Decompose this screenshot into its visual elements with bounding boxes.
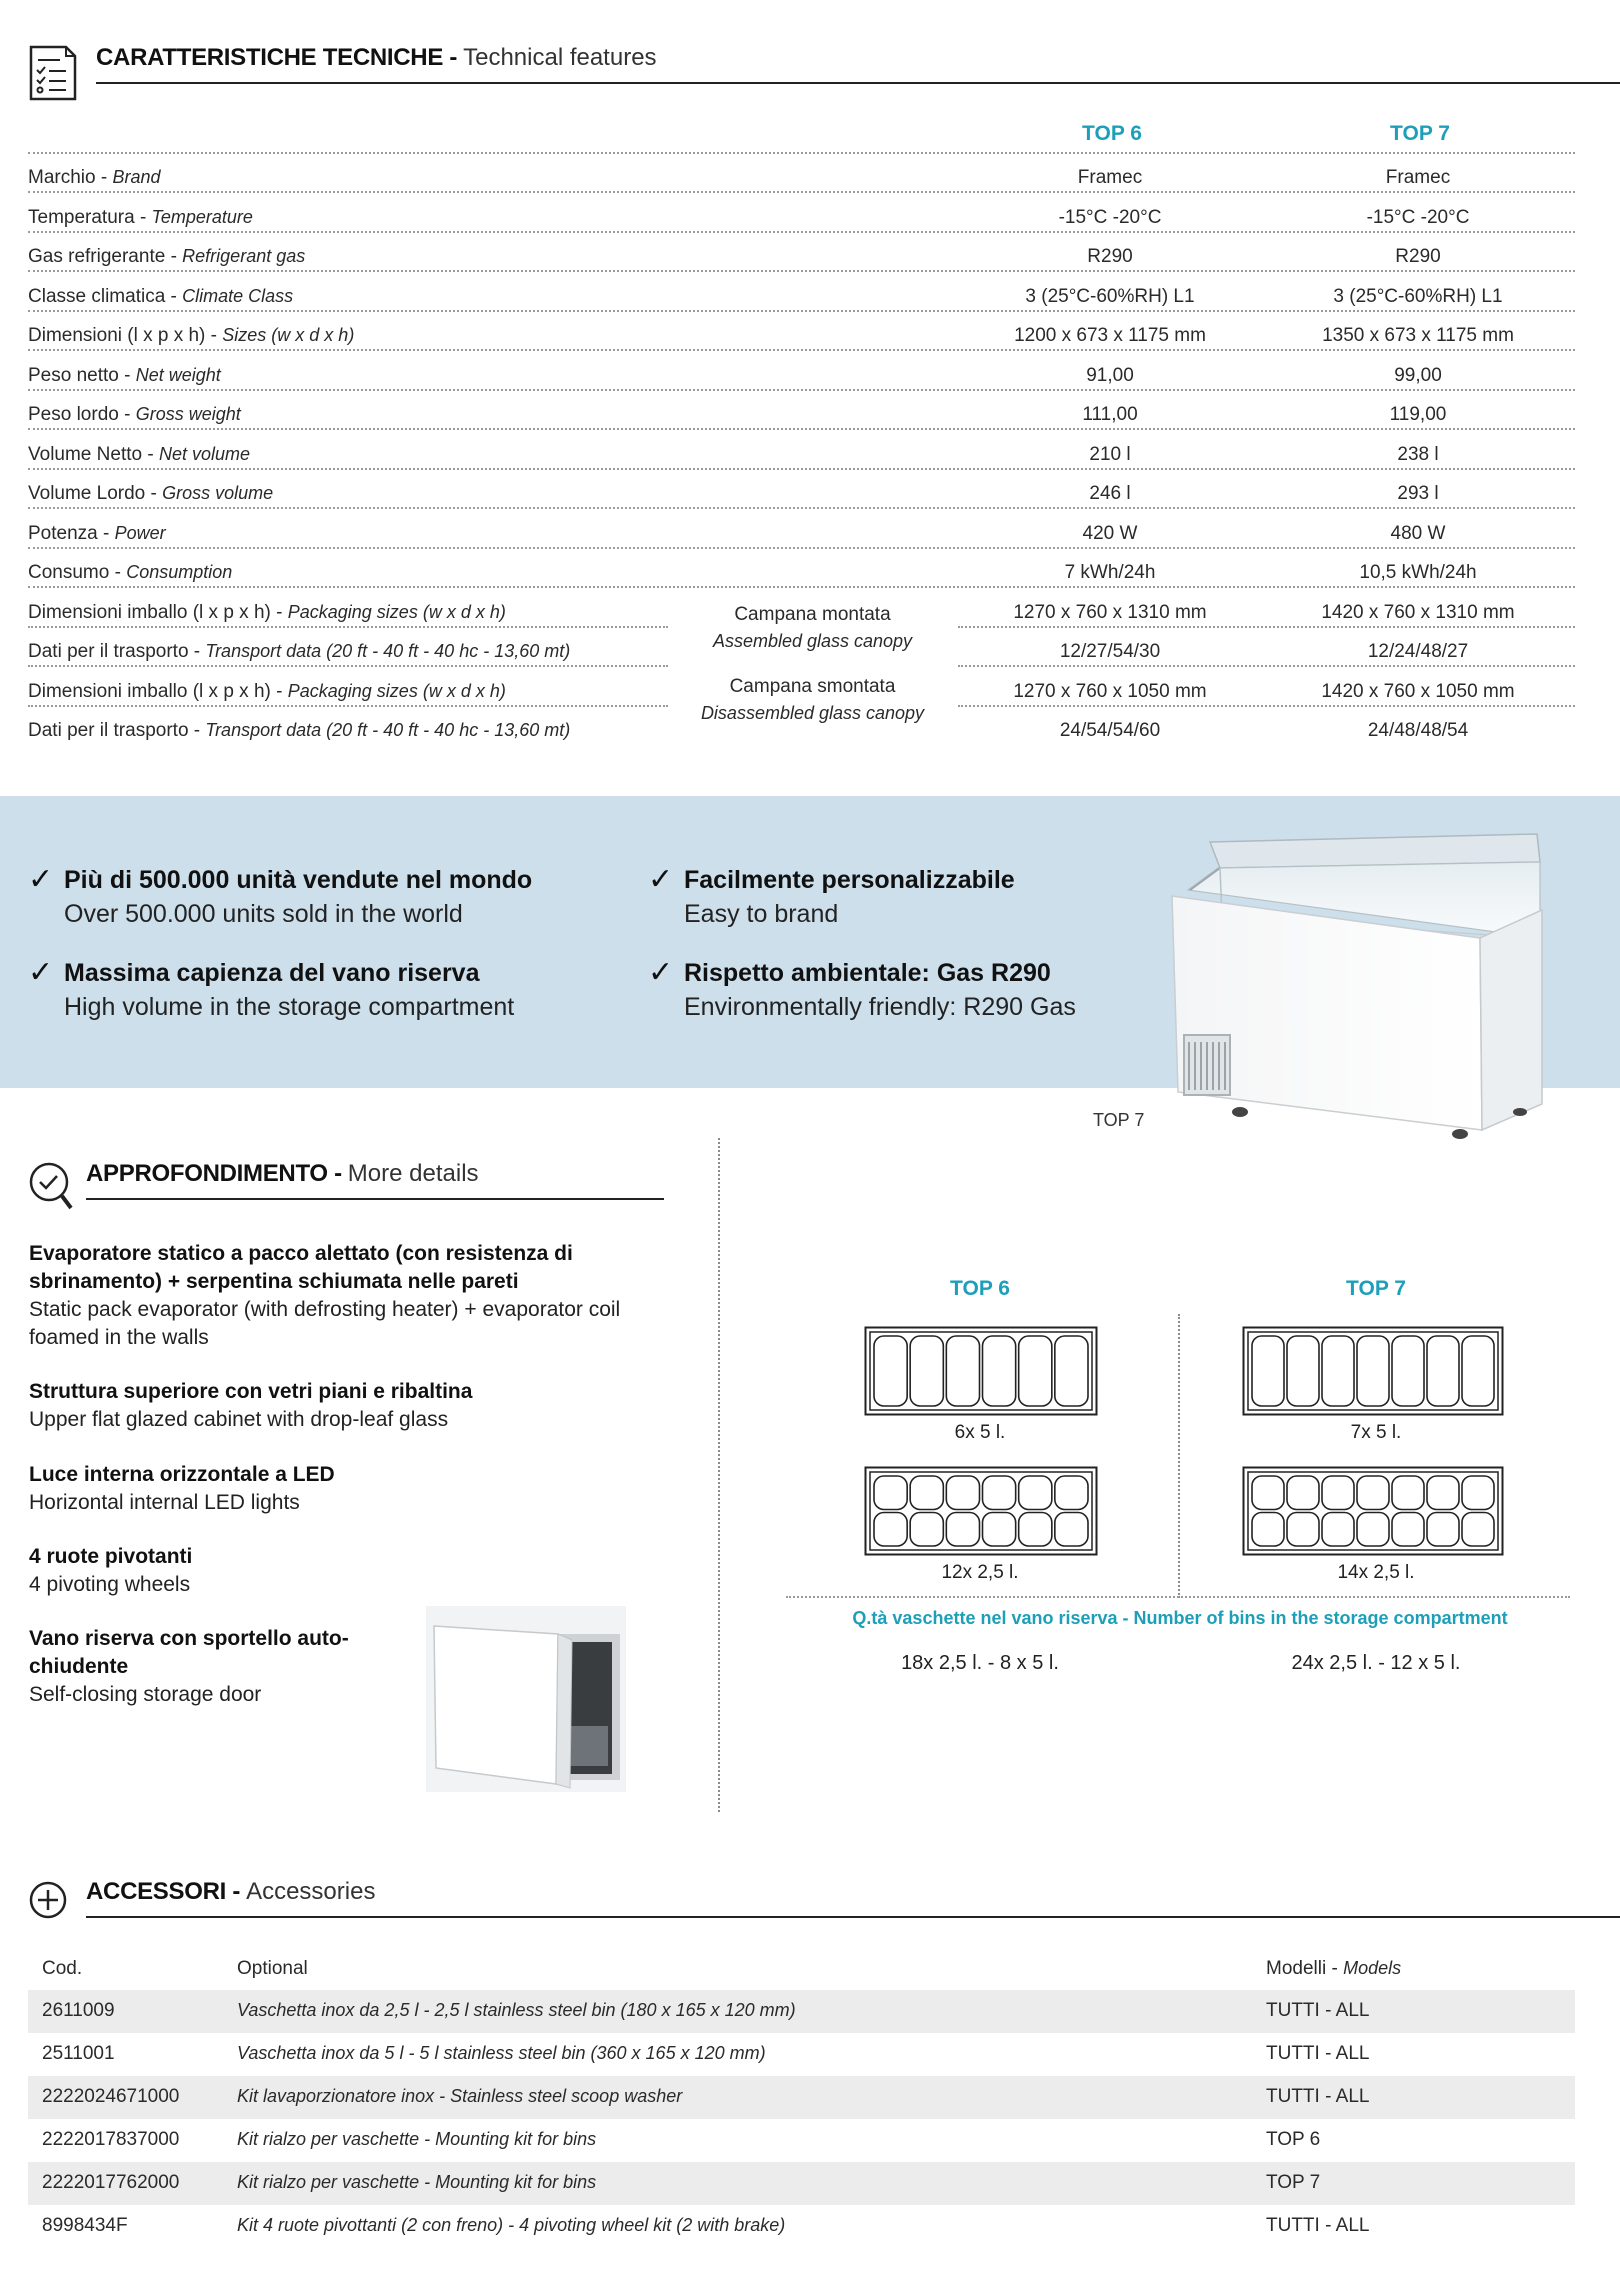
spec-value-top6: 7 kWh/24h: [1064, 562, 1156, 583]
spec-label: Peso lordo - Gross weight: [28, 404, 241, 425]
detail-door-title: Vano riserva con sportello auto-chiudente: [29, 1627, 349, 1678]
accessory-code: 2222017837000: [42, 2129, 180, 2150]
spec-label: Peso netto - Net weight: [28, 364, 221, 386]
bins-top6-title: TOP 6: [950, 1277, 1010, 1300]
bin-slot: [1357, 1513, 1389, 1547]
spec-value-top7: 1420 x 760 x 1050 mm: [1321, 680, 1515, 702]
bin-slot: [1357, 1336, 1389, 1406]
detail-led-text: Horizontal internal LED lights: [29, 1491, 300, 1514]
spec-label: Consumo - Consumption: [28, 562, 233, 583]
spec-value-top7: 24/48/48/54: [1367, 720, 1469, 741]
spec-row: [28, 470, 1575, 509]
spec-value-top7: 3 (25°C-60%RH) L1: [1333, 285, 1503, 307]
bins-top7-large-layout: [1242, 1326, 1504, 1416]
header-optional: Optional: [237, 1958, 308, 1979]
check-icon: ✓: [648, 862, 674, 897]
bin-slot: [1462, 1336, 1494, 1406]
column-header-top6: TOP 6: [1082, 122, 1142, 145]
spec-value-top6: 24/54/54/60: [1059, 720, 1161, 741]
spec-row: [28, 312, 1575, 351]
bins-divider: [1178, 1314, 1180, 1598]
details-section-title: APPROFONDIMENTO - More details: [86, 1160, 479, 1187]
bins-top6-large-caption: 6x 5 l.: [954, 1422, 1006, 1443]
bin-slot: [1019, 1336, 1052, 1406]
plus-circle-icon: [28, 1880, 68, 1920]
detail-led-title: Luce interna orizzontale a LED: [29, 1463, 335, 1486]
bin-slot: [910, 1476, 943, 1510]
accessory-code: 2222024671000: [42, 2086, 180, 2107]
spec-value-top6: 12/27/54/30: [1059, 641, 1161, 662]
accessory-models: TUTTI - ALL: [1266, 2043, 1370, 2064]
product-caption: TOP 7: [1093, 1110, 1145, 1130]
spec-value-top7: 480 W: [1390, 522, 1446, 544]
details-section-rule: [86, 1198, 664, 1200]
spec-label: Dimensioni (l x p x h) - Sizes (w x d x h): [28, 325, 355, 346]
bin-slot: [946, 1336, 979, 1406]
bin-slot: [983, 1476, 1016, 1510]
column-header-top7: TOP 7: [1390, 122, 1450, 145]
bin-slot: [1427, 1336, 1459, 1406]
bin-slot: [874, 1513, 907, 1547]
spec-value-top7: 1420 x 760 x 1310 mm: [1321, 601, 1515, 623]
spec-value-top7: 1350 x 673 x 1175 mm: [1322, 325, 1514, 346]
bin-slot: [1462, 1513, 1494, 1547]
accessories-section-rule: [86, 1916, 1620, 1918]
magnifier-check-icon: [27, 1160, 77, 1214]
details-divider: [718, 1138, 720, 1812]
bin-slot: [1392, 1336, 1424, 1406]
accessory-models: TUTTI - ALL: [1266, 2215, 1370, 2236]
spec-row: [28, 154, 1575, 193]
accessory-row: [28, 2162, 1575, 2205]
bins-top7-large-caption: 7x 5 l.: [1350, 1422, 1402, 1443]
spec-value-top7: 293 l: [1397, 483, 1439, 504]
detail-door-text: Self-closing storage door: [29, 1683, 262, 1706]
accessory-description: Kit rialzo per vaschette - Mounting kit for bins: [237, 2129, 597, 2149]
accessory-code: 8998434F: [42, 2215, 128, 2236]
spec-value-top7: 119,00: [1389, 404, 1447, 425]
bin-slot: [874, 1336, 907, 1406]
spec-value-top6: 91,00: [1086, 364, 1134, 386]
storage-top7-value: 24x 2,5 l. - 12 x 5 l.: [1291, 1652, 1461, 1674]
bin-slot: [1392, 1513, 1424, 1547]
spec-label: Gas refrigerante - Refrigerant gas: [28, 246, 306, 267]
bin-slot: [910, 1513, 943, 1547]
bin-slot: [1019, 1476, 1052, 1510]
bin-slot: [946, 1513, 979, 1547]
bins-top7-small-layout: [1242, 1466, 1504, 1556]
check-icon: ✓: [28, 862, 54, 897]
spec-row: [28, 431, 1575, 470]
bin-slot: [874, 1476, 907, 1510]
tech-section-title: CARATTERISTICHE TECNICHE - Technical features: [96, 44, 657, 71]
spec-value-top7: 10,5 kWh/24h: [1359, 562, 1477, 583]
detail-evaporator-title: Evaporatore statico a pacco alettato (con resistenza di sbrinamento) + serpentina schiumata nelle pareti: [29, 1242, 573, 1293]
spec-label: Marchio - Brand: [28, 167, 161, 188]
bins-top6-small-layout: [864, 1466, 1098, 1556]
spec-value-top6: 210 l: [1089, 443, 1131, 465]
accessory-models: TUTTI - ALL: [1266, 2086, 1370, 2107]
spec-value-top6: 3 (25°C-60%RH) L1: [1025, 285, 1195, 307]
spec-value-top7: 99,00: [1394, 364, 1442, 386]
accessories-section-title: ACCESSORI - Accessories: [86, 1878, 376, 1905]
product-image: [1160, 820, 1560, 1160]
spec-row: [28, 549, 1575, 588]
detail-wheels-title: 4 ruote pivotanti: [29, 1545, 193, 1568]
spec-value-top6: Framec: [1077, 167, 1143, 188]
bin-slot: [1287, 1476, 1319, 1510]
bin-slot: [1357, 1476, 1389, 1510]
accessory-row: [28, 1990, 1575, 2033]
detail-evaporator-text: Static pack evaporator (with defrosting heater) + evaporator coil foamed in the walls: [29, 1298, 621, 1349]
spec-label: Volume Netto - Net volume: [28, 443, 250, 465]
canopy-mounted-note: Campana montata Assembled glass canopy: [712, 604, 913, 651]
spec-value-top6: 246 l: [1089, 483, 1131, 504]
spec-value-top7: R290: [1395, 246, 1441, 267]
accessory-models: TOP 6: [1266, 2129, 1321, 2150]
bin-slot: [1427, 1476, 1459, 1510]
check-icon: ✓: [648, 955, 674, 990]
bin-slot: [1462, 1476, 1494, 1510]
spec-row: [28, 510, 1575, 549]
bin-slot: [1427, 1513, 1459, 1547]
accessory-row: [28, 2033, 1575, 2076]
bins-top6-large-layout: [864, 1326, 1098, 1416]
spec-value-top7: -15°C -20°C: [1366, 206, 1470, 228]
bins-top6-small-caption: 12x 2,5 l.: [941, 1562, 1019, 1583]
bin-slot: [1322, 1336, 1354, 1406]
spec-value-top6: -15°C -20°C: [1058, 206, 1162, 228]
bin-slot: [1252, 1513, 1284, 1547]
spec-value-top6: 420 W: [1082, 522, 1138, 544]
bin-slot: [1287, 1513, 1319, 1547]
spec-value-top7: Framec: [1385, 167, 1451, 188]
accessory-code: 2222017762000: [42, 2172, 180, 2193]
spec-label: Dimensioni imballo (l x p x h) - Packaging sizes (w x d x h): [28, 601, 506, 623]
header-code: Cod.: [42, 1958, 83, 1979]
accessory-code: 2511001: [42, 2043, 115, 2064]
canopy-unmounted-note: Campana smontata Disassembled glass canopy: [700, 676, 925, 723]
bins-top7-small-caption: 14x 2,5 l.: [1337, 1562, 1415, 1583]
bin-slot: [1392, 1476, 1424, 1510]
bin-slot: [1287, 1336, 1319, 1406]
spec-value-top6: 1200 x 673 x 1175 mm: [1014, 325, 1206, 346]
spec-value-top7: 12/24/48/27: [1367, 641, 1469, 662]
spec-row: [28, 194, 1575, 233]
spec-label: Potenza - Power: [28, 522, 166, 544]
detail-structure-text: Upper flat glazed cabinet with drop-leaf glass: [29, 1408, 449, 1431]
accessory-description: Kit 4 ruote pivottanti (2 con freno) - 4 pivoting wheel kit (2 with brake): [237, 2215, 786, 2235]
accessory-models: TUTTI - ALL: [1266, 2000, 1370, 2021]
accessory-code: 2611009: [42, 2000, 115, 2021]
bin-slot: [1055, 1476, 1088, 1510]
accessory-description: Vaschetta inox da 2,5 l - 2,5 l stainless steel bin (180 x 165 x 120 mm): [237, 2000, 796, 2020]
bin-slot: [1019, 1513, 1052, 1547]
bin-slot: [1252, 1476, 1284, 1510]
spec-row: [28, 273, 1575, 312]
bin-slot: [1322, 1476, 1354, 1510]
spec-value-top6: 1270 x 760 x 1310 mm: [1013, 601, 1207, 623]
accessory-models: TOP 7: [1266, 2172, 1321, 2193]
detail-wheels-text: 4 pivoting wheels: [29, 1573, 191, 1596]
header-models: Modelli - Models: [1266, 1958, 1402, 1979]
bin-slot: [983, 1513, 1016, 1547]
storage-bins-note: Q.tà vaschette nel vano riserva - Number of bins in the storage compartment: [852, 1608, 1508, 1628]
bin-slot: [1055, 1336, 1088, 1406]
spec-value-top6: 111,00: [1082, 404, 1138, 425]
spec-row: [28, 391, 1575, 430]
spec-label: Classe climatica - Climate Class: [28, 285, 294, 307]
accessory-row: [28, 2119, 1575, 2162]
accessory-description: Vaschetta inox da 5 l - 5 l stainless steel bin (360 x 165 x 120 mm): [237, 2043, 766, 2063]
accessory-description: Kit rialzo per vaschette - Mounting kit for bins: [237, 2172, 597, 2192]
bin-slot: [983, 1336, 1016, 1406]
accessory-description: Kit lavaporzionatore inox - Stainless steel scoop washer: [237, 2086, 683, 2106]
spec-label: Temperatura - Temperature: [28, 206, 253, 228]
spec-label: Dimensioni imballo (l x p x h) - Packaging sizes (w x d x h): [28, 680, 506, 702]
check-icon: ✓: [28, 955, 54, 990]
spec-label: Volume Lordo - Gross volume: [28, 483, 274, 504]
bin-slot: [1252, 1336, 1284, 1406]
bins-bottom-divider: [786, 1596, 1570, 1598]
tech-section-rule: [96, 82, 1620, 84]
spec-label: Dati per il trasporto - Transport data (20 ft - 40 ft - 40 hc - 13,60 mt): [28, 641, 571, 662]
spec-label: Dati per il trasporto - Transport data (20 ft - 40 ft - 40 hc - 13,60 mt): [28, 720, 571, 741]
bins-top7-title: TOP 7: [1346, 1277, 1406, 1300]
bin-slot: [910, 1336, 943, 1406]
accessory-row: [28, 2076, 1575, 2119]
storage-door-image: [426, 1606, 626, 1792]
bin-slot: [1055, 1513, 1088, 1547]
bin-slot: [1322, 1513, 1354, 1547]
tech-section-icon: [28, 44, 78, 102]
storage-top6-value: 18x 2,5 l. - 8 x 5 l.: [901, 1652, 1059, 1674]
spec-value-top6: 1270 x 760 x 1050 mm: [1013, 680, 1207, 702]
accessory-row: [28, 2205, 1575, 2248]
bin-slot: [946, 1476, 979, 1510]
spec-value-top6: R290: [1087, 246, 1133, 267]
spec-row: [28, 233, 1575, 272]
detail-structure-title: Struttura superiore con vetri piani e ribaltina: [29, 1380, 473, 1403]
spec-value-top7: 238 l: [1397, 443, 1439, 465]
spec-row: [28, 352, 1575, 391]
